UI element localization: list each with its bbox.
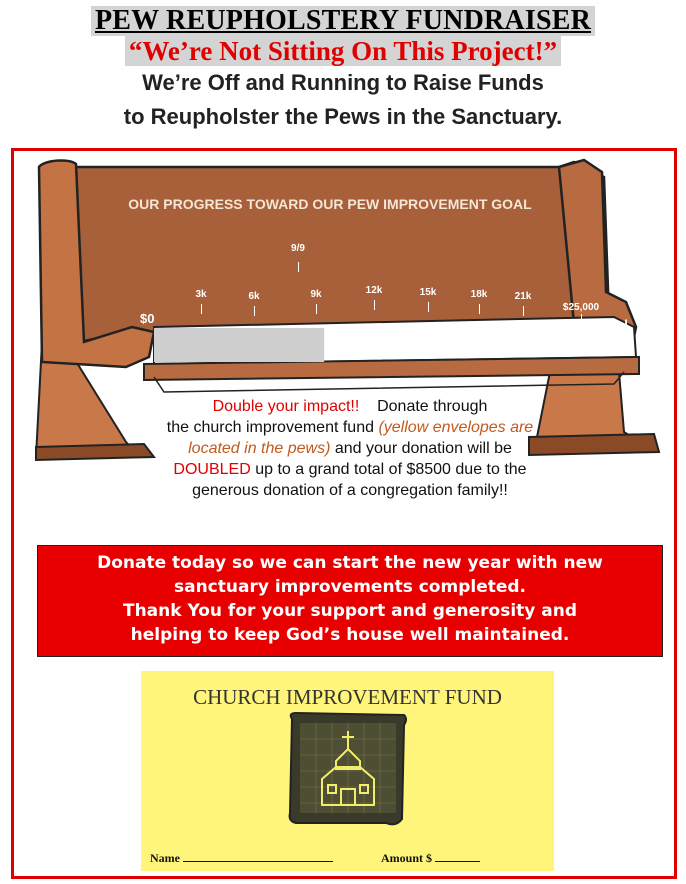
subtitle-line-1: We’re Off and Running to Raise Funds (142, 70, 544, 95)
date-marker-tick (298, 262, 299, 272)
banner-line-3: Thank You for your support and generosity and (122, 601, 578, 621)
pledge-text-a: Donate through (377, 398, 488, 415)
amount-field (381, 851, 480, 866)
church-icon (286, 709, 410, 829)
date-marker-label: 9/9 (291, 243, 305, 254)
banner-line-4: helping to keep God’s house well maintained. (130, 625, 570, 645)
name-label: Name (150, 851, 180, 865)
tick-mark (201, 304, 202, 314)
goal-label: Goal (599, 317, 628, 332)
tick-mark (316, 304, 317, 314)
start-label: $0 (140, 311, 155, 326)
tick-label: 3k (195, 289, 207, 300)
progress-caption: OUR PROGRESS TOWARD OUR PEW IMPROVEMENT GOAL (128, 196, 532, 212)
banner-line-1: Donate today so we can start the new year with new (97, 553, 603, 573)
pledge-doubled: DOUBLED (173, 461, 251, 478)
tick-label-goal-amount: $25,000 (562, 302, 600, 313)
pledge-text-c: and your donation will be (334, 440, 512, 457)
amount-label: Amount $ (381, 851, 433, 865)
pledge-paragraph (150, 396, 550, 501)
tagline: “We’re Not Sitting On This Project!” (0, 36, 686, 66)
tick-mark (581, 314, 582, 324)
tick-mark (254, 306, 255, 316)
tick-mark (374, 300, 375, 310)
tick-label: 12k (365, 285, 383, 296)
subtitle-line-2: to Reupholster the Pews in the Sanctuary. (123, 104, 563, 129)
pledge-italic: (yellow envelopes are located in the pews) (188, 419, 534, 457)
tick-label: 9k (310, 289, 322, 300)
page-title: PEW REUPHOLSTERY FUNDRAISER (0, 6, 686, 36)
pledge-text-b: the church improvement fund (166, 419, 374, 436)
progress-fill (154, 328, 324, 362)
tick-mark (479, 304, 480, 314)
tick-mark (428, 302, 429, 312)
name-field (150, 851, 333, 866)
tick-mark (523, 306, 524, 316)
pledge-highlight: Double your impact!! (212, 398, 360, 415)
tick-label: 15k (419, 287, 437, 298)
tick-label: 18k (470, 289, 488, 300)
envelope-title: CHURCH IMPROVEMENT FUND (193, 685, 502, 709)
banner-line-2: sanctuary improvements completed. (173, 577, 527, 597)
tick-label: 6k (248, 291, 260, 302)
donate-banner (37, 545, 663, 657)
pledge-text-d: up to a grand total of $8500 due to the generous donation of a congregation family!! (192, 461, 527, 499)
donation-envelope (141, 671, 554, 871)
tick-label: 21k (514, 291, 532, 302)
